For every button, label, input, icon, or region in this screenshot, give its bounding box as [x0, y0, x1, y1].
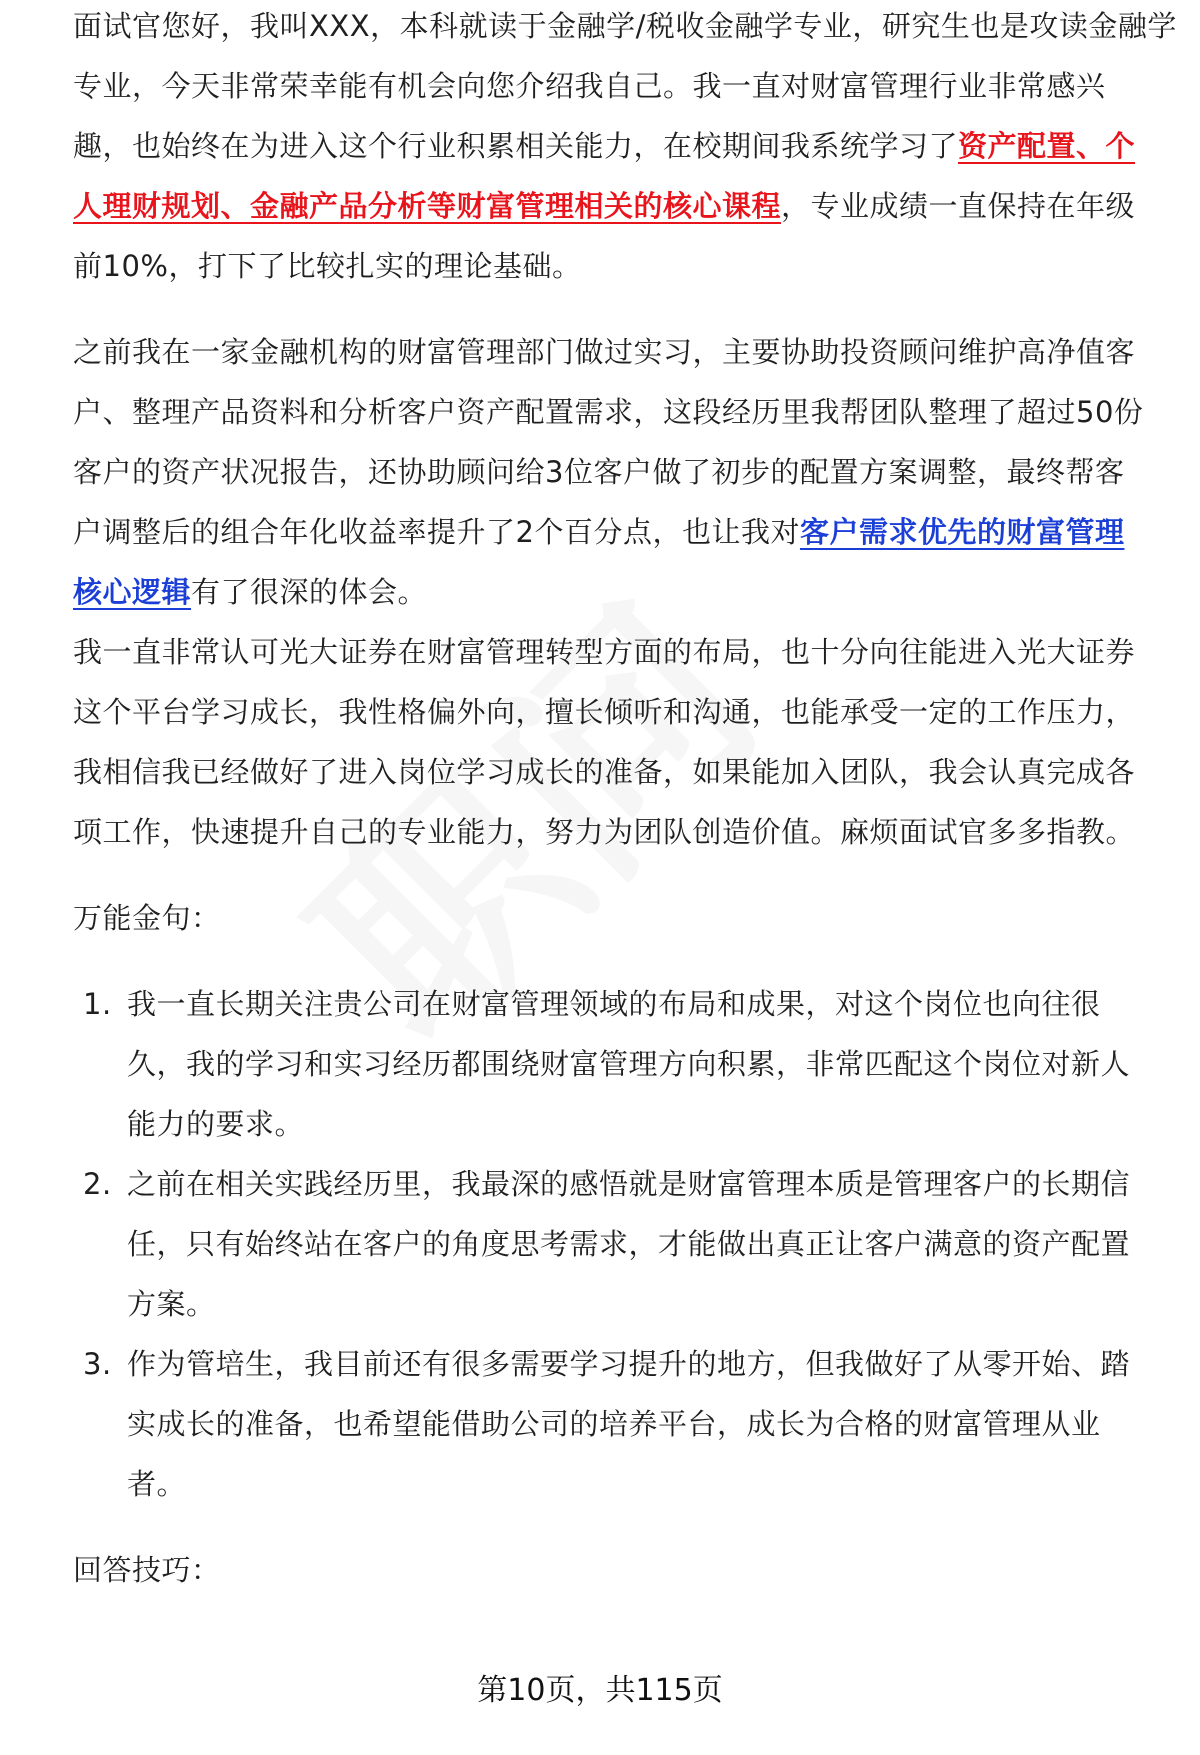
list-item-number: 1.	[83, 987, 112, 1021]
list-item	[73, 1154, 1153, 1334]
highlight-core-courses: 资产配置、个人理财规划、金融产品分析等财富管理相关的核心课程	[73, 129, 1136, 223]
golden-sentences-list	[73, 974, 1153, 1514]
list-item-number: 3.	[83, 1347, 112, 1381]
list-item	[73, 1334, 1153, 1514]
paragraph-internship-text-a: 之前我在一家金融机构的财富管理部门做过实习，主要协助投资顾问维护高净值客户、整理产品资料和分析客户资产配置需求，这段经历里我帮团队整理了超过50份客户的资产状况报告，还协助顾问给3位客户做了初步的配置方案调整，最终帮客户调整后的组合年化收益率提升了2个百分点，也让我对	[73, 335, 1144, 549]
page-content	[73, 9, 1177, 1600]
list-item-text: 之前在相关实践经历里，我最深的感悟就是财富管理本质是管理客户的长期信任，只有始终站在客户的角度思考需求，才能做出真正让客户满意的资产配置方案。	[127, 1167, 1131, 1321]
paragraph-internship	[73, 322, 1153, 622]
paragraph-education-text-b: ，专业成绩一直保持在年级前10%，打下了比较扎实的理论基础。	[73, 189, 1136, 283]
cut-off-line	[73, 9, 1177, 56]
golden-sentences-title: 万能金句：	[73, 901, 221, 935]
paragraph-internship-text-b: 有了很深的体会。	[191, 575, 428, 609]
page-number: 第10页，共115页	[477, 1673, 723, 1708]
list-item-text: 作为管培生，我目前还有很多需要学习提升的地方，但我做好了从零开始、踏实成长的准备，也希望能借助公司的培养平台，成长为合格的财富管理从业者。	[127, 1347, 1131, 1501]
highlight-core-logic: 客户需求优先的财富管理核心逻辑	[73, 515, 1125, 609]
paragraph-education	[73, 56, 1153, 296]
paragraph-motivation: 我一直非常认可光大证券在财富管理转型方面的布局，也十分向往能进入光大证券这个平台学习成长，我性格偏外向，擅长倾听和沟通，也能承受一定的工作压力，我相信我已经做好了进入岗位学习成长的准备，如果能加入团队，我会认真完成各项工作，快速提升自己的专业能力，努力为团队创造价值。麻烦面试官多多指教。	[73, 635, 1136, 849]
list-item	[73, 974, 1153, 1154]
list-item-number: 2.	[83, 1167, 112, 1201]
list-item-text: 我一直长期关注贵公司在财富管理领域的布局和成果，对这个岗位也向往很久，我的学习和实习经历都围绕财富管理方向积累，非常匹配这个岗位对新人能力的要求。	[127, 987, 1131, 1141]
paragraph-education-text-a: 专业，今天非常荣幸能有机会向您介绍我自己。我一直对财富管理行业非常感兴趣，也始终在为进入这个行业积累相关能力，在校期间我系统学习了	[73, 69, 1106, 163]
answer-tips-title: 回答技巧：	[73, 1553, 221, 1587]
cut-off-text: 面试官您好，我叫XXX，本科就读于金融学/税收金融学专业，研究生也是攻读金融学	[73, 9, 1177, 43]
